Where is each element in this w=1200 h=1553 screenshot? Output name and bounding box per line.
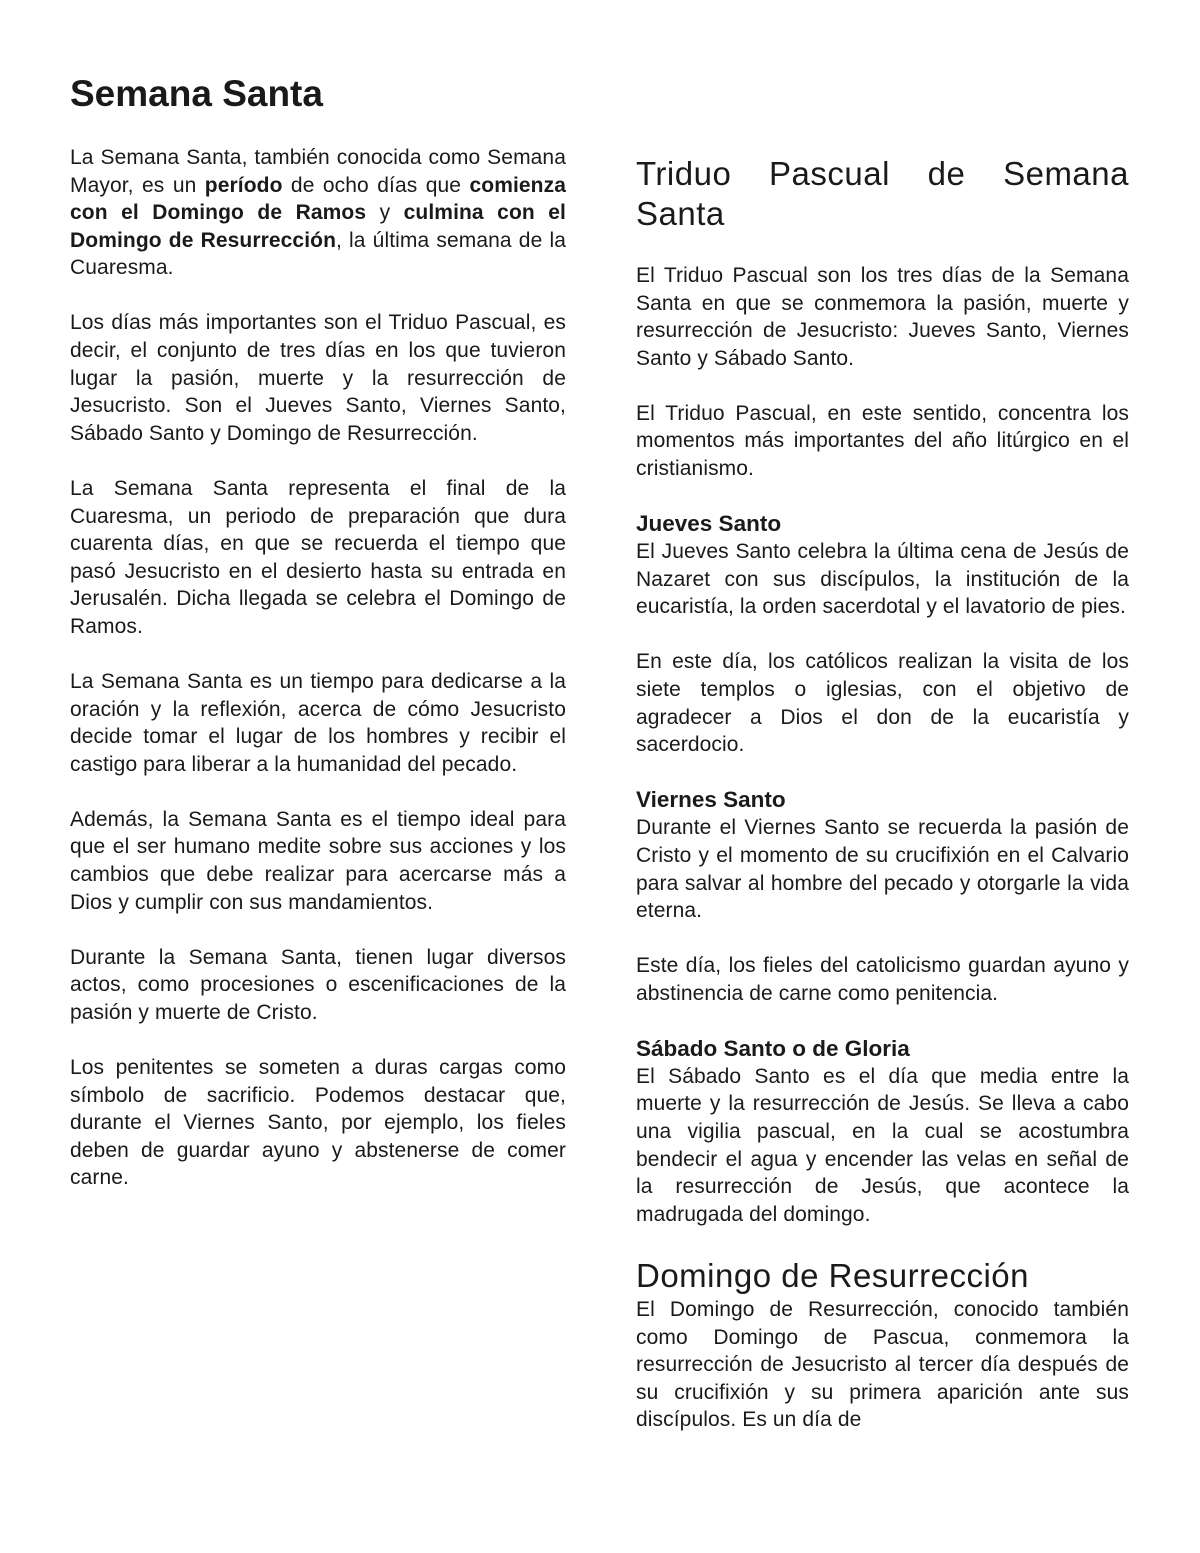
paragraph-sabado-1: El Sábado Santo es el día que media entre la muerte y la resurrección de Jesús. Se lleva a cabo una vigilia pascual, en la cual se acostumbra bendecir el agua y encender las velas en señal de la resurrección de Jesús, que acontece la madrugada del domingo.: [636, 1064, 1129, 1226]
heading-domingo-resurreccion: Domingo de Resurrección: [636, 1256, 1030, 1294]
right-body: [636, 154, 1129, 1461]
paragraph-jueves-1: El Jueves Santo celebra la última cena de Jesús de Nazaret con sus discípulos, la institución de la eucaristía, la orden sacerdotal y el lavatorio de pies.: [636, 540, 1129, 619]
paragraph-triduo-2: El Triduo Pascual, en este sentido, concentra los momentos más importantes del año litúrgico en el cristianismo.: [636, 401, 1129, 481]
paragraph-cuaresma: La Semana Santa representa el final de la Cuaresma, un periodo de preparación que dura cuarenta días, en que se recuerda el tiempo que pasó Jesucristo en el desierto hasta su entrada en Jerusalén. Dicha llegada se celebra el Domingo de Ramos.: [70, 476, 566, 638]
heading-viernes-santo: Viernes Santo: [636, 787, 786, 813]
paragraph-viernes-1: Durante el Viernes Santo se recuerda la pasión de Cristo y el momento de su crucifixión en el Calvario para salvar al hombre del pecado y otorgarle la vida eterna.: [636, 816, 1129, 923]
heading-jueves-santo: Jueves Santo: [636, 511, 782, 537]
document-title: Semana Santa: [70, 73, 323, 114]
intro-paragraph: La Semana Santa, también conocida como Semana Mayor, es un período de ocho días que comienza con el Domingo de Ramos y culmina con el Domingo de Resurrección, la última semana de la Cuaresma.: [70, 146, 567, 280]
paragraph-jueves-2: En este día, los católicos realizan la visita de los siete templos o iglesias, con el objetivo de agradecer a Dios el don de la eucaristía y sacerdocio.: [636, 650, 1129, 757]
heading-triduo-pascual: Triduo Pascual de Semana Santa: [636, 155, 1129, 232]
heading-sabado-santo: Sábado Santo o de Gloria: [636, 1035, 910, 1061]
left-body: [70, 144, 566, 1220]
paragraph-actos: Durante la Semana Santa, tienen lugar diversos actos, como procesiones o escenificaciones de la pasión y muerte de Cristo.: [70, 945, 566, 1024]
paragraph-penitentes: Los penitentes se someten a duras cargas como símbolo de sacrificio. Podemos destacar que, durante el Viernes Santo, por ejemplo, los fieles deben de guardar ayuno y abstenerse de comer carne.: [70, 1056, 566, 1190]
paragraph-domingo-1: El Domingo de Resurrección, conocido también como Domingo de Pascua, conmemora la resurrección de Jesucristo al tercer día después de su crucifixión y su primera aparición ante sus discípulos. Es un día de: [636, 1297, 1129, 1432]
paragraph-oracion: La Semana Santa es un tiempo para dedicarse a la oración y la reflexión, acerca de cómo Jesucristo decide tomar el lugar de los hombres y recibir el castigo para liberar a la humanidad del pecado.: [70, 670, 566, 776]
paragraph-viernes-2: Este día, los fieles del catolicismo guardan ayuno y abstinencia de carne como penitencia.: [636, 954, 1129, 1005]
paragraph-dias-importantes: Los días más importantes son el Triduo Pascual, es decir, el conjunto de tres días en los que tuvieron lugar la pasión, muerte y la resurrección de Jesucristo. Son el Jueves Santo, Viernes Santo, Sábado Santo y Domingo de Resurrección.: [70, 311, 566, 445]
paragraph-triduo-1: El Triduo Pascual son los tres días de la Semana Santa en que se conmemora la pasión, muerte y resurrección de Jesucristo: Jueves Santo, Viernes Santo y Sábado Santo.: [636, 264, 1129, 370]
paragraph-tiempo-ideal: Además, la Semana Santa es el tiempo ideal para que el ser humano medite sobre sus acciones y los cambios que debe realizar para acercarse más a Dios y cumplir con sus mandamientos.: [70, 807, 566, 914]
